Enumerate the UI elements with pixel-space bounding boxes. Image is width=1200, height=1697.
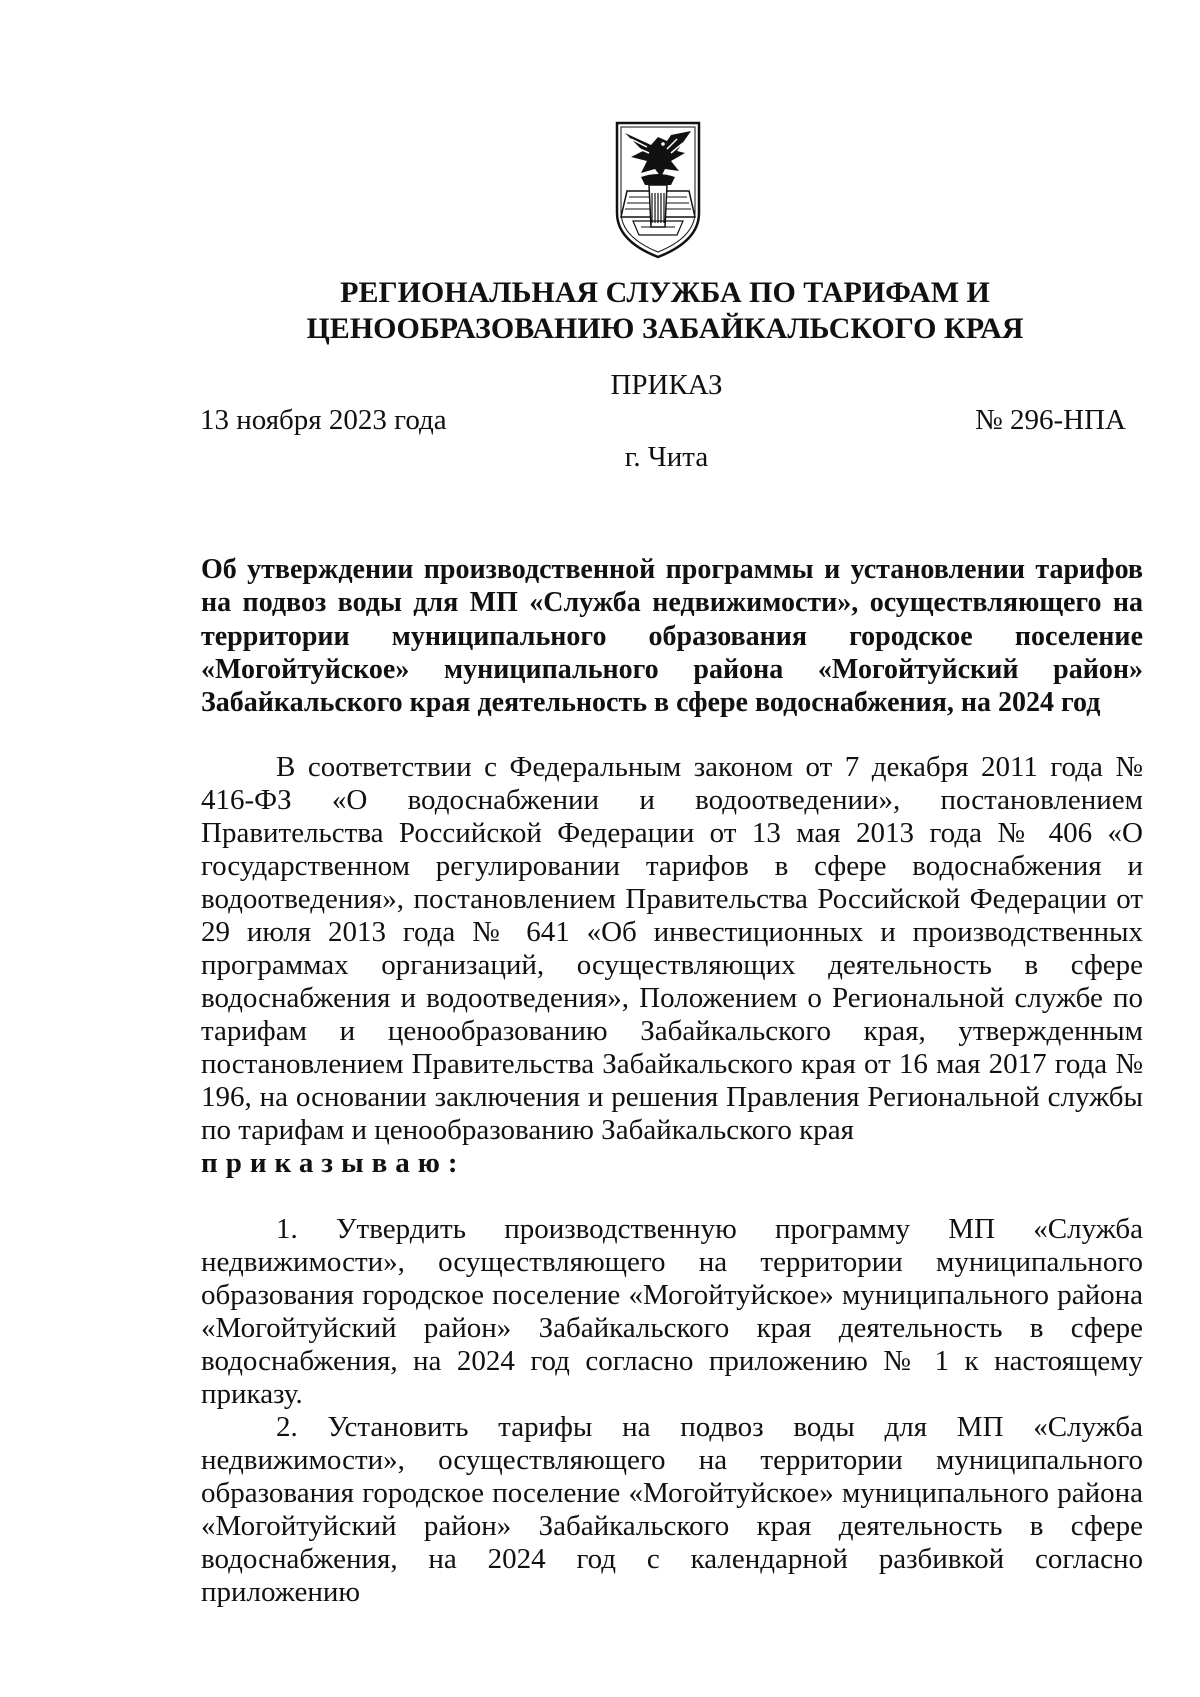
org-line-1: РЕГИОНАЛЬНАЯ СЛУЖБА ПО ТАРИФАМ И [340,276,990,309]
document-city: г. Чита [624,441,709,473]
document-title: Об утверждении производственной программы и установлении тарифов на подвоз воды для МП «Служба недвижимости», осуществляющего на территории муниципального образования городское поселение «Могойтуйское» муниципального района «Могойтуйский район» Забайкальского края деятельность в сфере водоснабжения, на 2024 год [201,554,1143,719]
org-line-2: ЦЕНООБРАЗОВАНИЮ ЗАБАЙКАЛЬСКОГО КРАЯ [306,312,1024,345]
organization-name [200,275,1130,347]
document-date: 13 ноября 2023 года [200,404,447,436]
document-body [201,751,1143,1609]
document-number: № 296-НПА [975,404,1126,436]
coat-of-arms-icon [611,117,705,261]
item-paragraph-1: 1. Утвердить производственную программу МП «Служба недвижимости», осуществляющего на территории муниципального образования городское поселение «Могойтуйское» муниципального района «Могойтуйский район» Забайкальского края деятельность в сфере водоснабжения, на 2024 год согласно приложению № 1 к настоящему приказу. [201,1213,1143,1410]
paragraph-spacer [201,1180,1143,1213]
document-type: ПРИКАЗ [610,369,723,401]
item-paragraph-2: 2. Установить тарифы на подвоз воды для МП «Служба недвижимости», осуществляющего на территории муниципального образования городское поселение «Могойтуйское» муниципального района «Могойтуйский район» Забайкальского края деятельность в сфере водоснабжения, на 2024 год с календарной разбивкой согласно приложению [201,1411,1143,1608]
command-word: приказываю: [201,1147,466,1179]
preamble-paragraph: В соответствии с Федеральным законом от 7 декабря 2011 года № 416-ФЗ «О водоснабжении и водоотведении», постановлением Правительства Российской Федерации от 13 мая 2013 года № 406 «О государственном регулировании тарифов в сфере водоснабжения и водоотведения», постановлением Правительства Российской Федерации от 29 июля 2013 года № 641 «Об инвестиционных и производственных программах организаций, осуществляющих деятельность в сфере водоснабжения и водоотведения», Положением о Региональной службе по тарифам и ценообразованию Забайкальского края, утвержденным постановлением Правительства Забайкальского края от 16 мая 2017 года № 196, на основании заключения и решения Правления Региональной службы по тарифам и ценообразованию Забайкальского края [201,751,1143,1146]
